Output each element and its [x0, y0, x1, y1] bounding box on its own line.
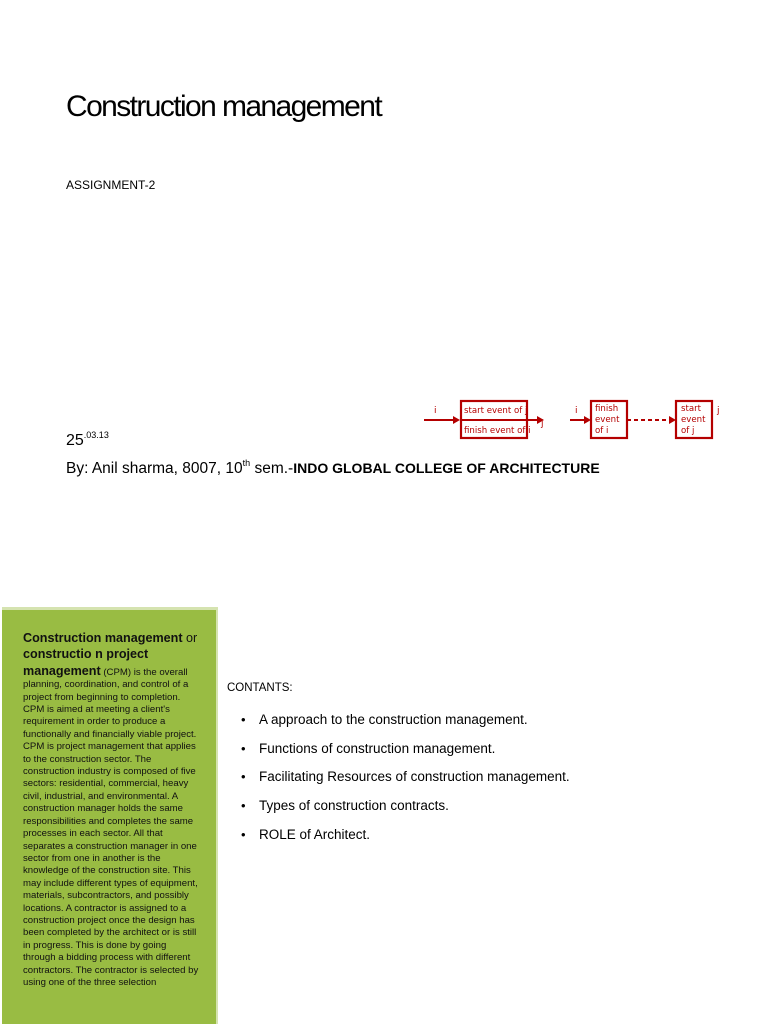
- lead-abbreviation: (CPM): [100, 666, 132, 678]
- college-name: INDO GLOBAL COLLEGE OF ARCHITECTURE: [293, 460, 600, 476]
- lead-or: or: [182, 631, 198, 645]
- sidebar-text: [23, 630, 199, 989]
- contents-item-text: A approach to the construction management.: [259, 712, 528, 727]
- contents-item-text: Facilitating Resources of construction management.: [259, 769, 570, 785]
- byline-ordinal: th: [242, 458, 251, 468]
- cpm-definition-sidebar: [2, 607, 218, 1024]
- finish-event-line-2: event: [595, 415, 620, 425]
- bullet-icon: •: [241, 826, 246, 842]
- document-date: [66, 430, 109, 450]
- document-title: Construction management: [66, 90, 382, 123]
- left-arrow-in-head: [453, 416, 460, 424]
- bullet-icon: •: [241, 769, 246, 785]
- contents-item: [241, 710, 570, 739]
- contents-item-text: Functions of construction management.: [259, 740, 496, 756]
- left-event-bottom-text: finish event of i: [464, 426, 531, 436]
- sidebar-body: is the overall planning, coordination, and control of a project from beginning to completion. CPM is aimed at meeting a client's requirement in order to produce a functionally and financially viable project. CPM is project management that applies to the construction sector. The construction industry is composed of five sectors: residential, commercial, heavy civil, industrial, and environmental. A construction manager holds the same responsibilities and completes the same processes in each sector. All that separates a construction manager in one sector from one in another is the knowledge of the construction site. This may include different types of equipment, materials, subcontractors, and possibly locations. A contractor is assigned to a construction project once the design has been completed by the architect or is still in progress. This is done by going through a bidding process with different contractors. The contractor is selected by using one of the three selection: [23, 666, 199, 988]
- contents-item-text: ROLE of Architect.: [259, 826, 371, 842]
- lead-term-2: constructio n project management: [23, 647, 149, 678]
- left-event-top-text: start event of j: [464, 406, 528, 416]
- contents-item: [241, 825, 570, 854]
- bullet-icon: •: [241, 740, 246, 756]
- contents-item-text: Types of construction contracts.: [259, 798, 449, 814]
- start-event-line-1: start: [681, 404, 702, 414]
- contents-item: [241, 767, 570, 796]
- right-head-label: j: [717, 406, 720, 416]
- finish-event-line-3: of i: [595, 426, 609, 436]
- start-event-line-2: event: [681, 415, 706, 425]
- bullet-icon: •: [241, 712, 246, 727]
- assignment-label: ASSIGNMENT-2: [66, 178, 156, 192]
- bullet-icon: •: [241, 798, 246, 814]
- lead-term-1: Construction management: [23, 631, 183, 645]
- right-tail-label: i: [575, 406, 578, 416]
- finish-event-line-1: finish: [595, 404, 619, 414]
- contents-heading: CONTANTS:: [227, 682, 293, 694]
- start-event-line-3: of j: [681, 426, 695, 436]
- byline-prefix: By: Anil sharma, 8007, 10: [66, 460, 243, 477]
- event-node-diagram: [420, 396, 730, 444]
- date-suffix: .03.13: [83, 430, 109, 440]
- author-byline: [66, 458, 600, 478]
- date-day: 25: [66, 432, 84, 449]
- left-tail-label: i: [434, 406, 437, 416]
- left-head-label: j: [541, 419, 544, 429]
- byline-middle: sem.-: [250, 460, 294, 477]
- contents-list: [241, 710, 570, 853]
- contents-item: [241, 796, 570, 825]
- contents-item: [241, 739, 570, 768]
